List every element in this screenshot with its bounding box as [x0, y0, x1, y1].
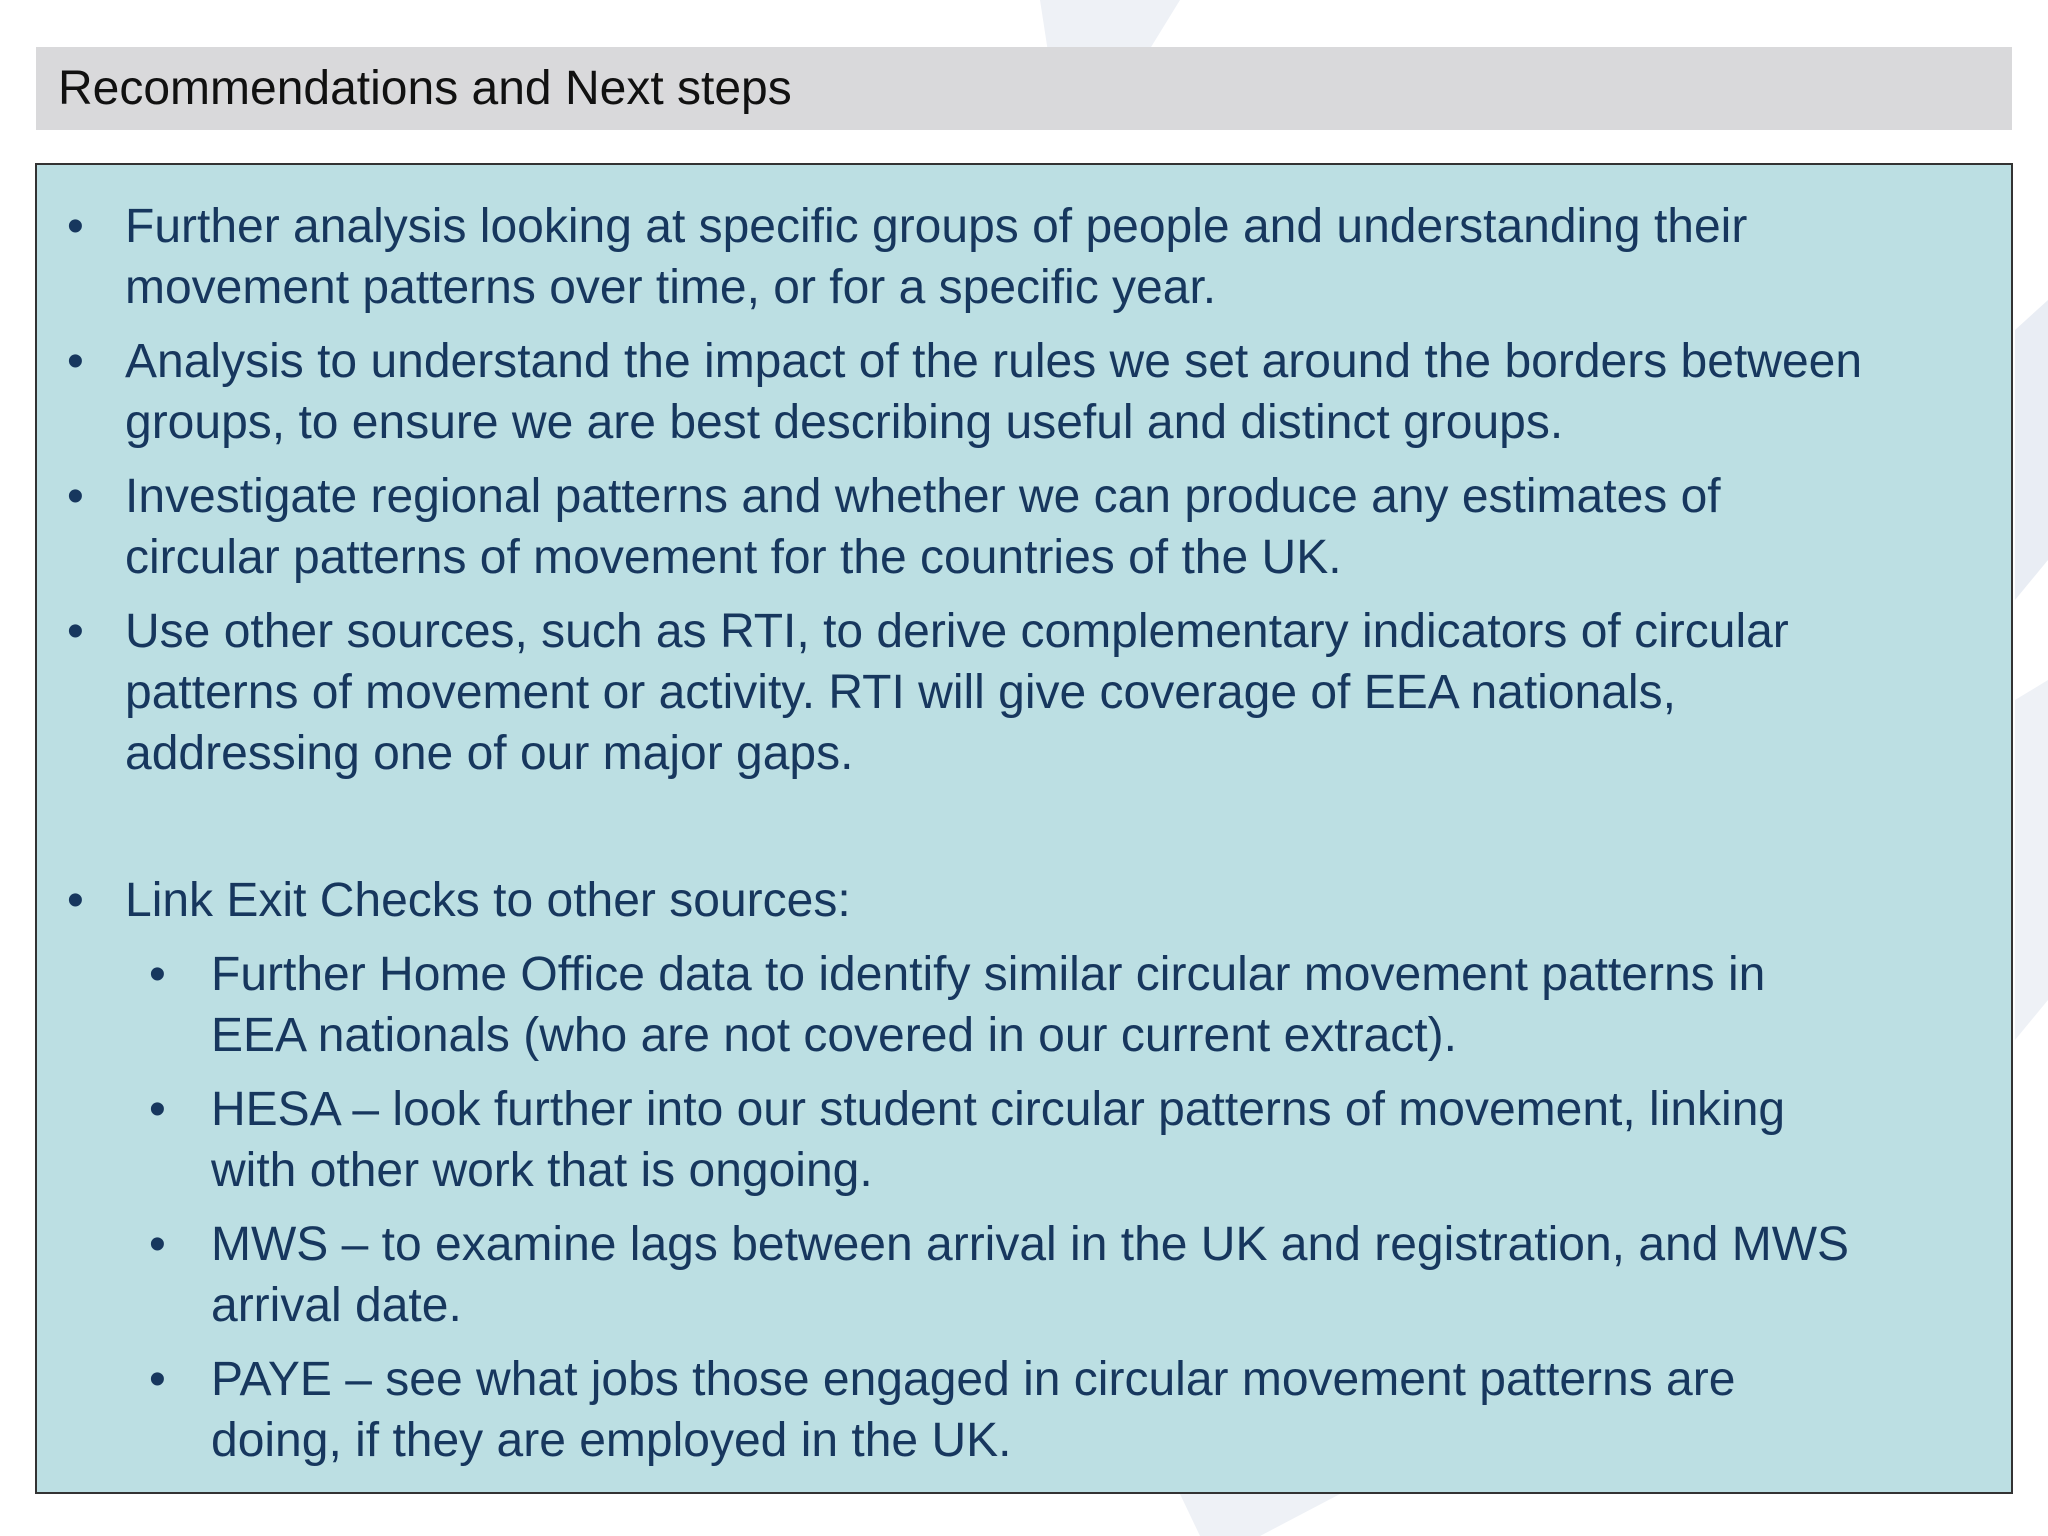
bullet-line: Link Exit Checks to other sources:: [125, 874, 851, 927]
bullet-line: Investigate regional patterns and whether we can produce any estimates of: [125, 470, 1721, 523]
bullet-line: groups, to ensure we are best describing useful and distinct groups.: [125, 396, 1564, 449]
bullet-text: [211, 1214, 1849, 1336]
bullet-text: [125, 870, 851, 931]
bullet-dot: •: [67, 470, 84, 523]
bullet-dot: •: [149, 1353, 166, 1406]
bullet-dot: •: [67, 605, 84, 658]
bullet-dot: •: [149, 1083, 166, 1136]
bullet-dot: •: [67, 874, 84, 927]
bullet-text: [125, 331, 1862, 453]
bullet-text: [125, 601, 1789, 784]
bullet-line: Use other sources, such as RTI, to derive complementary indicators of circular: [125, 605, 1789, 658]
bullet-line: EEA nationals (who are not covered in our current extract).: [211, 1009, 1457, 1062]
bullet-text: [211, 1349, 1735, 1471]
bullet-line: MWS – to examine lags between arrival in the UK and registration, and MWS: [211, 1218, 1850, 1271]
title-bar: [36, 47, 2012, 130]
watermark-shape-bottom: [1180, 1494, 1340, 1536]
bullet-text: [125, 196, 1747, 318]
bullet-line: Analysis to understand the impact of the rules we set around the borders between: [125, 335, 1863, 388]
bullet-line: PAYE – see what jobs those engaged in circular movement patterns are: [211, 1353, 1736, 1406]
bullet-dot: •: [149, 1218, 166, 1271]
bullet-line: circular patterns of movement for the countries of the UK.: [125, 531, 1342, 584]
bullet-dot: •: [149, 948, 166, 1001]
bullet-line: with other work that is ongoing.: [211, 1144, 873, 1197]
bullet-text: [211, 944, 1765, 1066]
watermark-shape-right-upper: [2015, 300, 2048, 600]
watermark-shape-right-mid: [2015, 680, 2048, 1040]
bullet-dot: •: [67, 200, 84, 253]
bullet-line: Further analysis looking at specific groups of people and understanding their: [125, 200, 1748, 253]
bullet-dot: •: [67, 335, 84, 388]
bullet-line: HESA – look further into our student circular patterns of movement, linking: [211, 1083, 1786, 1136]
bullet-line: arrival date.: [211, 1279, 462, 1332]
bullet-line: patterns of movement or activity. RTI will give coverage of EEA nationals,: [125, 666, 1676, 719]
bullet-line: movement patterns over time, or for a specific year.: [125, 261, 1217, 314]
bullet-line: doing, if they are employed in the UK.: [211, 1414, 1012, 1467]
bullet-line: Further Home Office data to identify similar circular movement patterns in: [211, 948, 1766, 1001]
bullet-text: [211, 1079, 1785, 1201]
bullet-line: addressing one of our major gaps.: [125, 727, 854, 780]
content-box: [35, 163, 2013, 1494]
bullet-text: [125, 466, 1721, 588]
page-title: Recommendations and Next steps: [58, 61, 792, 115]
